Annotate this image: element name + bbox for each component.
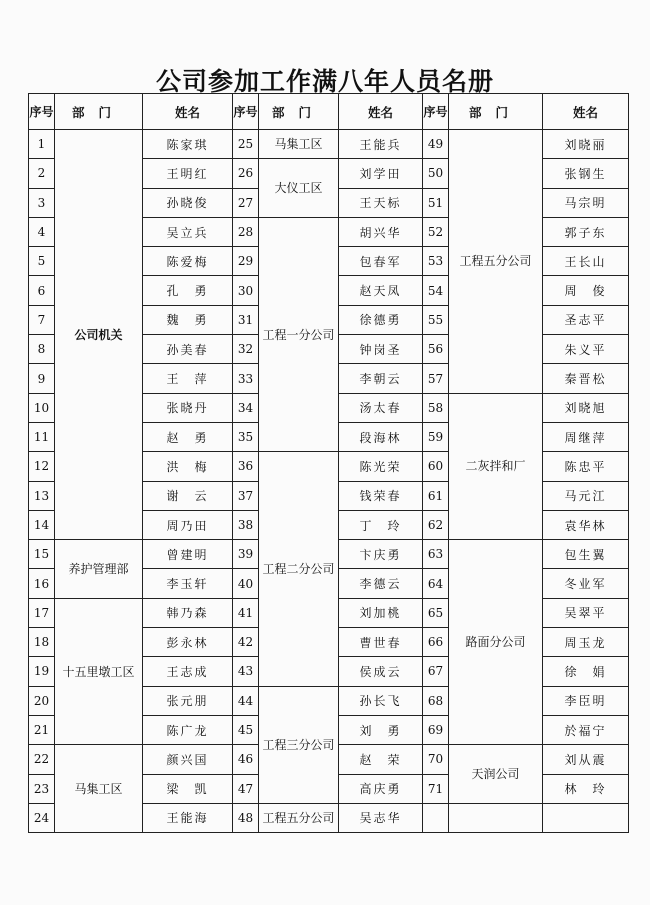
person-name: 陈忠平: [543, 452, 629, 481]
person-name: 钟岗圣: [339, 335, 423, 364]
person-name: 徐 娟: [543, 657, 629, 686]
seq-number: 26: [233, 159, 259, 188]
person-name: 陈光荣: [339, 452, 423, 481]
person-name: 刘从震: [543, 745, 629, 774]
seq-number: 20: [29, 686, 55, 715]
table-row: [29, 130, 629, 159]
seq-number: 11: [29, 422, 55, 451]
seq-number: 25: [233, 130, 259, 159]
person-name: 秦晋松: [543, 364, 629, 393]
header-dept-2: 部门: [259, 94, 339, 130]
seq-number: 13: [29, 481, 55, 510]
department-cell: 养护管理部: [55, 540, 143, 599]
person-name: 周继萍: [543, 422, 629, 451]
person-name: 吴志华: [339, 803, 423, 832]
department-cell: 天润公司: [449, 745, 543, 804]
person-name: 段海林: [339, 422, 423, 451]
seq-number: 49: [423, 130, 449, 159]
seq-number: 17: [29, 598, 55, 627]
person-name: 赵 荣: [339, 745, 423, 774]
person-name: 袁华林: [543, 510, 629, 539]
department-cell: 工程二分公司: [259, 452, 339, 686]
header-name-3: 姓名: [543, 94, 629, 130]
person-name: 王能兵: [339, 130, 423, 159]
seq-number: 24: [29, 803, 55, 832]
person-name: 徐德勇: [339, 305, 423, 334]
person-name: 曹世春: [339, 628, 423, 657]
person-name: 汤太春: [339, 393, 423, 422]
seq-number: 39: [233, 540, 259, 569]
seq-number: 33: [233, 364, 259, 393]
seq-number: 64: [423, 569, 449, 598]
seq-number: 54: [423, 276, 449, 305]
seq-number: 46: [233, 745, 259, 774]
person-name: 王志成: [143, 657, 233, 686]
person-name: 王 萍: [143, 364, 233, 393]
department-cell: 马集工区: [259, 130, 339, 159]
seq-number: 70: [423, 745, 449, 774]
person-name: 郭子东: [543, 217, 629, 246]
person-name: 谢 云: [143, 481, 233, 510]
seq-number: 15: [29, 540, 55, 569]
department-cell: 十五里墩工区: [55, 598, 143, 744]
person-name: 彭永林: [143, 628, 233, 657]
person-name: 洪 梅: [143, 452, 233, 481]
person-name: 李德云: [339, 569, 423, 598]
person-name: 王天标: [339, 188, 423, 217]
header-dept-1: 部门: [55, 94, 143, 130]
person-name: 卞庆勇: [339, 540, 423, 569]
person-name: 李朝云: [339, 364, 423, 393]
department-cell-empty: [449, 803, 543, 832]
seq-number: 30: [233, 276, 259, 305]
person-name: 王明红: [143, 159, 233, 188]
header-seq-1: 序号: [29, 94, 55, 130]
person-name: 钱荣春: [339, 481, 423, 510]
person-name: 包春军: [339, 247, 423, 276]
seq-number: 60: [423, 452, 449, 481]
seq-number: 59: [423, 422, 449, 451]
seq-number: 63: [423, 540, 449, 569]
person-name: 张晓丹: [143, 393, 233, 422]
person-name: 胡兴华: [339, 217, 423, 246]
seq-number: 65: [423, 598, 449, 627]
seq-number: 10: [29, 393, 55, 422]
person-name: 高庆勇: [339, 774, 423, 803]
person-name: 魏 勇: [143, 305, 233, 334]
seq-number: 61: [423, 481, 449, 510]
seq-number: 16: [29, 569, 55, 598]
person-name-empty: [543, 803, 629, 832]
seq-number: 58: [423, 393, 449, 422]
department-cell: 大仪工区: [259, 159, 339, 218]
person-name: 李玉轩: [143, 569, 233, 598]
seq-number: 31: [233, 305, 259, 334]
person-name: 周 俊: [543, 276, 629, 305]
person-name: 朱义平: [543, 335, 629, 364]
seq-number: 42: [233, 628, 259, 657]
seq-number: 35: [233, 422, 259, 451]
department-cell: 工程三分公司: [259, 686, 339, 803]
seq-number: 51: [423, 188, 449, 217]
person-name: 包生翼: [543, 540, 629, 569]
seq-number: 48: [233, 803, 259, 832]
person-name: 韩乃森: [143, 598, 233, 627]
seq-number: 9: [29, 364, 55, 393]
person-name: 孙晓俊: [143, 188, 233, 217]
person-name: 王长山: [543, 247, 629, 276]
seq-number: 37: [233, 481, 259, 510]
department-cell: 公司机关: [55, 130, 143, 540]
seq-number: 55: [423, 305, 449, 334]
seq-number: 1: [29, 130, 55, 159]
department-cell: 工程五分公司: [259, 803, 339, 832]
person-name: 侯成云: [339, 657, 423, 686]
person-name: 於福宁: [543, 715, 629, 744]
seq-number: 52: [423, 217, 449, 246]
seq-number: 29: [233, 247, 259, 276]
seq-number: 69: [423, 715, 449, 744]
table-body: [29, 130, 629, 833]
seq-number: 66: [423, 628, 449, 657]
seq-number: 23: [29, 774, 55, 803]
header-name-2: 姓名: [339, 94, 423, 130]
person-name: 赵 勇: [143, 422, 233, 451]
seq-number: 6: [29, 276, 55, 305]
seq-number: 7: [29, 305, 55, 334]
department-cell: 二灰拌和厂: [449, 393, 543, 539]
seq-number: 21: [29, 715, 55, 744]
seq-number: 5: [29, 247, 55, 276]
header-dept-3: 部门: [449, 94, 543, 130]
person-name: 冬业军: [543, 569, 629, 598]
person-name: 刘学田: [339, 159, 423, 188]
person-name: 马宗明: [543, 188, 629, 217]
seq-number: 19: [29, 657, 55, 686]
seq-number: 14: [29, 510, 55, 539]
department-cell: 工程一分公司: [259, 217, 339, 451]
seq-number: 8: [29, 335, 55, 364]
person-name: 梁 凯: [143, 774, 233, 803]
person-name: 刘晓丽: [543, 130, 629, 159]
seq-number: 34: [233, 393, 259, 422]
person-name: 孙长飞: [339, 686, 423, 715]
person-name: 马元江: [543, 481, 629, 510]
seq-number: 41: [233, 598, 259, 627]
seq-number: 2: [29, 159, 55, 188]
person-name: 圣志平: [543, 305, 629, 334]
seq-number: 68: [423, 686, 449, 715]
department-cell: 工程五分公司: [449, 130, 543, 394]
seq-number: 27: [233, 188, 259, 217]
seq-number: 67: [423, 657, 449, 686]
person-name: 李臣明: [543, 686, 629, 715]
seq-number: 18: [29, 628, 55, 657]
seq-number: 53: [423, 247, 449, 276]
person-name: 张钢生: [543, 159, 629, 188]
person-name: 周玉龙: [543, 628, 629, 657]
person-name: 陈爱梅: [143, 247, 233, 276]
table-header-row: [29, 94, 629, 130]
person-name: 周乃田: [143, 510, 233, 539]
header-name-1: 姓名: [143, 94, 233, 130]
person-name: 王能海: [143, 803, 233, 832]
seq-number: 32: [233, 335, 259, 364]
seq-number: 36: [233, 452, 259, 481]
seq-number: 71: [423, 774, 449, 803]
person-name: 曾建明: [143, 540, 233, 569]
person-name: 刘晓旭: [543, 393, 629, 422]
page-title: 公司参加工作满八年人员名册: [155, 67, 494, 96]
seq-number: 40: [233, 569, 259, 598]
seq-number: 47: [233, 774, 259, 803]
person-name: 林 玲: [543, 774, 629, 803]
seq-number: 45: [233, 715, 259, 744]
person-name: 陈广龙: [143, 715, 233, 744]
seq-number: 38: [233, 510, 259, 539]
person-name: 吴翠平: [543, 598, 629, 627]
seq-number: 62: [423, 510, 449, 539]
person-name: 颜兴国: [143, 745, 233, 774]
header-seq-2: 序号: [233, 94, 259, 130]
person-name: 吴立兵: [143, 217, 233, 246]
seq-number: 3: [29, 188, 55, 217]
department-cell: 路面分公司: [449, 540, 543, 745]
seq-number: 43: [233, 657, 259, 686]
seq-number-empty: [423, 803, 449, 832]
header-seq-3: 序号: [423, 94, 449, 130]
seq-number: 28: [233, 217, 259, 246]
person-name: 刘加桃: [339, 598, 423, 627]
department-cell: 马集工区: [55, 745, 143, 833]
person-name: 孙美春: [143, 335, 233, 364]
seq-number: 56: [423, 335, 449, 364]
seq-number: 50: [423, 159, 449, 188]
seq-number: 22: [29, 745, 55, 774]
seq-number: 57: [423, 364, 449, 393]
person-name: 赵天凤: [339, 276, 423, 305]
person-name: 丁 玲: [339, 510, 423, 539]
person-name: 张元朋: [143, 686, 233, 715]
person-name: 孔 勇: [143, 276, 233, 305]
seq-number: 4: [29, 217, 55, 246]
seq-number: 12: [29, 452, 55, 481]
roster-table: [28, 93, 629, 833]
person-name: 刘 勇: [339, 715, 423, 744]
person-name: 陈家琪: [143, 130, 233, 159]
seq-number: 44: [233, 686, 259, 715]
